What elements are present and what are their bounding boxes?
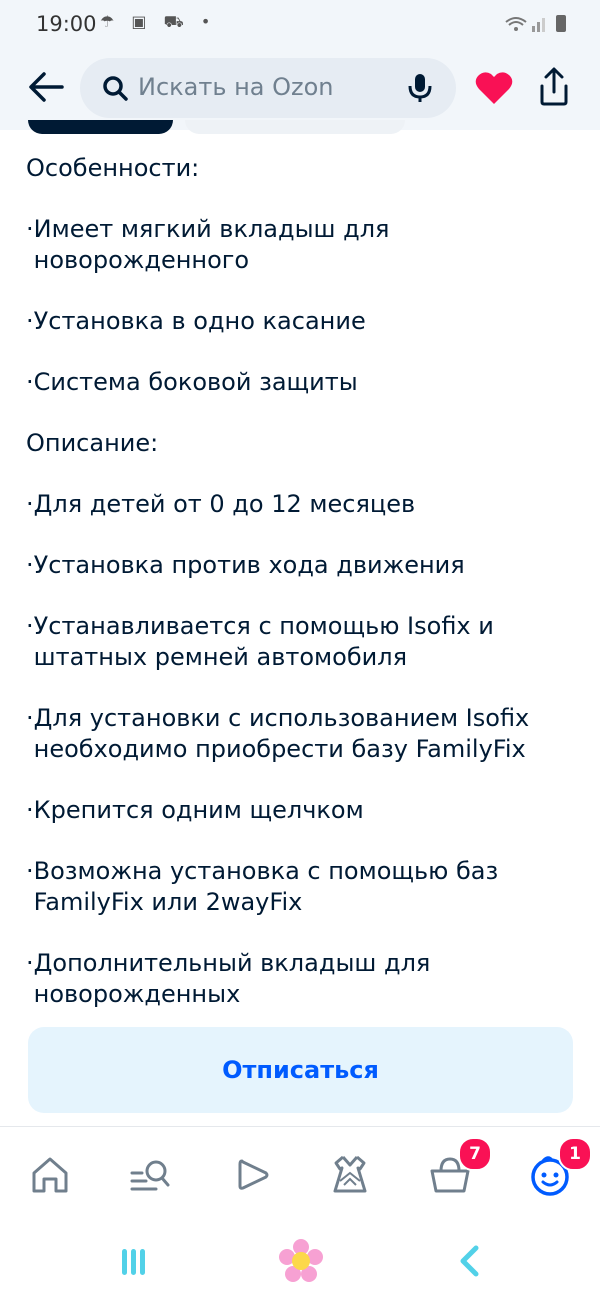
text-line: необходимо приобрести базу FamilyFix [26,735,526,763]
profile-nav-item[interactable] [526,1144,581,1199]
cart-count-badge: 7 [458,1137,492,1171]
text-line: FamilyFix или 2wayFix [26,888,303,916]
text-line: ·Устанавливается с помощью Isofix и [26,612,494,640]
back-arrow-icon[interactable] [26,66,68,108]
unsubscribe-button[interactable]: Отписаться [28,1027,573,1113]
text-line: новорожденных [26,980,241,1008]
text-line: ·Дополнительный вкладыш для [26,949,431,977]
text-line: ·Установка против хода движения [26,551,465,579]
share-icon[interactable] [534,66,574,108]
recent-apps-icon[interactable] [118,1246,150,1278]
bottom-navigation [0,1127,600,1222]
catalog-search-icon[interactable] [126,1151,174,1199]
search-input[interactable] [80,58,456,118]
system-navigation-bar [0,1222,600,1299]
header-bar [0,48,600,130]
video-play-icon[interactable] [228,1151,276,1199]
text-line: ·Крепится одним щелчком [26,796,364,824]
text-line: ·Система боковой защиты [26,368,358,396]
tab-stub[interactable] [185,120,405,134]
text-line: Описание: [26,429,159,457]
fresh-dress-icon[interactable] [326,1151,374,1199]
microphone-icon[interactable] [406,72,434,104]
home-icon[interactable] [26,1151,74,1199]
text-line: ·Имеет мягкий вкладыш для [26,215,390,243]
text-line: штатных ремней автомобиля [26,643,407,671]
text-line: ·Возможна установка с помощью баз [26,857,499,885]
profile-count-badge: 1 [558,1137,592,1171]
text-line: ·Для детей от 0 до 12 месяцев [26,490,416,518]
status-notification-icons: ☂ ▣ ⛟ • [100,12,217,31]
wifi-signal-battery-icon [502,12,572,34]
search-placeholder: Искать на Ozon [138,73,334,101]
text-line: новорожденного [26,246,250,274]
status-system-icons [502,12,572,38]
heart-favorite-icon[interactable] [474,70,514,106]
home-flower-icon[interactable] [278,1238,324,1284]
cart-nav-item[interactable] [426,1144,481,1199]
text-line: ·Для установки с использованием Isofix [26,704,530,732]
back-chevron-icon[interactable] [456,1244,484,1278]
status-bar [0,0,600,48]
tab-stub-selected[interactable] [28,120,173,134]
search-icon [102,75,128,101]
text-line: ·Установка в одно касание [26,307,366,335]
status-time: 19:00 [36,12,97,36]
text-line: Особенности: [26,154,200,182]
